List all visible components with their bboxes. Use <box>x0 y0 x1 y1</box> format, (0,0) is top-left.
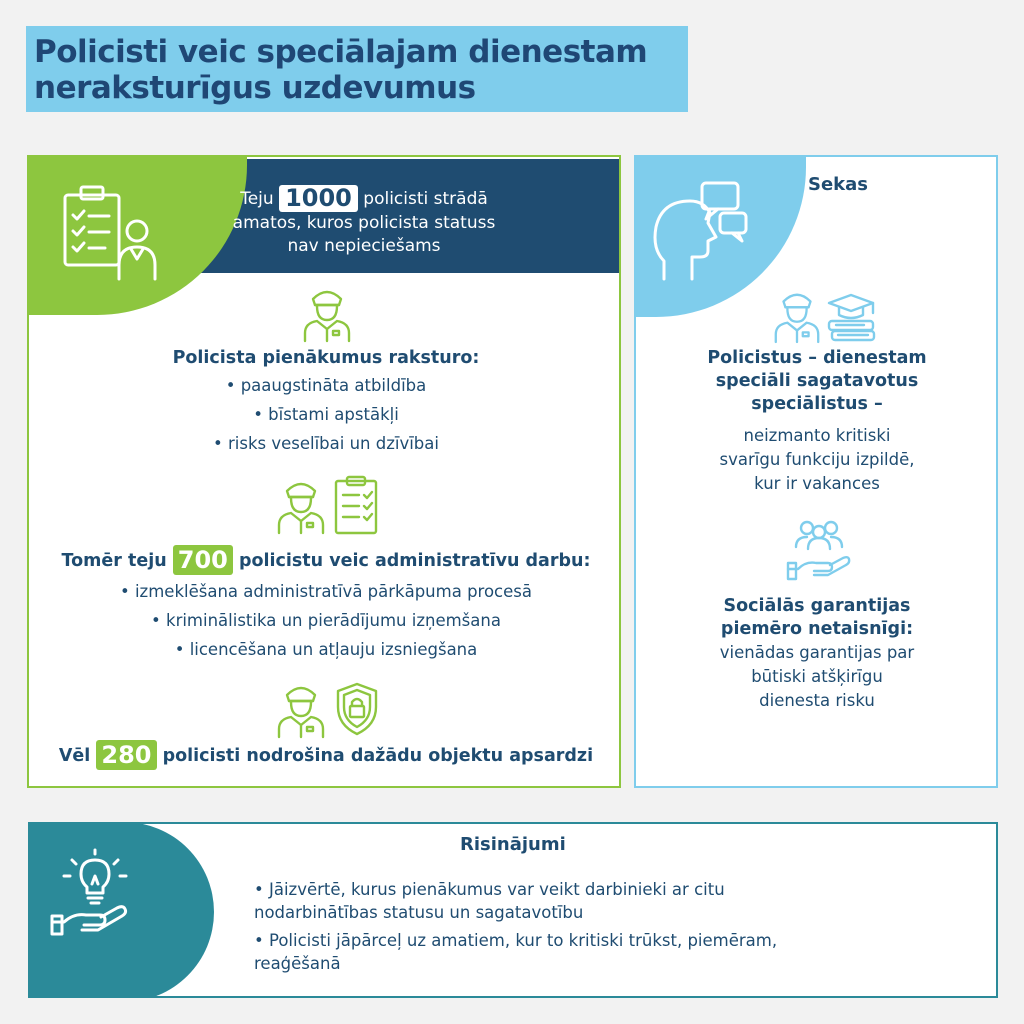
solution-item: • Policisti jāpārceļ uz amatiem, kur to kritiski trūkst, piemēram, reaģēšanā <box>254 931 778 973</box>
right-panel <box>634 155 998 788</box>
admin-pre: Tomēr teju <box>61 551 167 571</box>
consequence-1-text: kur ir vakances <box>754 474 880 493</box>
police-officer-icon <box>273 679 329 739</box>
badge-1000: 1000 <box>279 185 358 212</box>
consequence-2-text: vienādas garantijas par <box>719 643 915 662</box>
left-panel <box>27 155 621 788</box>
head-speech-icon <box>650 179 750 289</box>
page-title <box>26 26 688 112</box>
header-text <box>199 185 529 258</box>
shield-lock-icon <box>333 681 381 737</box>
admin-item: • licencēšana un atļauju izsniegšana <box>174 640 478 659</box>
solution-item: • Jāizvērtē, kurus pienākumus var veikt darbinieki ar citu nodarbinātības statusu un sagatavotību <box>254 880 725 922</box>
badge-280: 280 <box>96 740 156 770</box>
consequence-1-text: neizmanto kritiski <box>743 426 891 445</box>
admin-section <box>29 545 621 664</box>
bottom-title: Risinājumi <box>460 834 566 855</box>
consequence-2-text: dienesta risku <box>759 691 875 710</box>
consequence-2-bold: piemēro netaisnīgi: <box>720 619 914 639</box>
admin-post: policistu veic administratīvu darbu: <box>238 551 591 571</box>
guard-section <box>29 740 621 772</box>
right-title: Sekas <box>808 174 869 195</box>
duties-item: • paaugstināta atbildība <box>225 376 427 395</box>
checklist-person-icon <box>57 179 167 289</box>
guard-post: policisti nodrošina dažādu objektu apsardzi <box>162 746 594 766</box>
header-line-3: nav nepieciešams <box>287 236 441 256</box>
guard-heading <box>29 740 621 772</box>
header-pre: Teju <box>240 189 274 209</box>
duties-section <box>29 345 621 458</box>
lightbulb-hand-icon <box>50 848 140 938</box>
header-post: policisti strādā <box>363 189 488 209</box>
consequence-1-text: svarīgu funkciju izpildē, <box>719 450 915 469</box>
bottom-panel <box>28 822 998 998</box>
guard-pre: Vēl <box>58 746 91 766</box>
solutions-list <box>254 878 814 980</box>
duties-item: • risks veselībai un dzīvībai <box>213 434 439 453</box>
consequence-1-bold: speciāli sagatavotus <box>715 371 919 391</box>
graduation-books-icon <box>824 291 878 345</box>
admin-heading <box>29 545 621 577</box>
title-line-2: neraksturīgus uzdevumus <box>34 70 476 106</box>
consequence-1-bold: speciālistus – <box>751 394 883 414</box>
police-officer-icon <box>770 285 824 345</box>
badge-700: 700 <box>173 545 233 575</box>
police-officer-icon <box>299 283 355 343</box>
admin-item: • kriminālistika un pierādījumu izņemšana <box>151 611 501 630</box>
consequence-1 <box>636 347 998 496</box>
duties-item: • bīstami apstākļi <box>253 405 399 424</box>
consequence-2-bold: Sociālās garantijas <box>723 596 911 616</box>
admin-item: • izmeklēšana administratīvā pārkāpuma procesā <box>120 582 532 601</box>
title-line-1: Policisti veic speciālajam dienestam <box>34 34 648 70</box>
consequence-2 <box>636 595 998 713</box>
police-officer-icon <box>273 475 329 535</box>
duties-heading: Policista pienākumus raksturo: <box>172 348 480 368</box>
consequence-2-text: būtiski atšķirīgu <box>751 667 883 686</box>
people-hand-icon <box>786 519 852 581</box>
header-line-2: amatos, kuros policista statuss <box>232 213 496 233</box>
consequence-1-bold: Policistus – dienestam <box>707 348 927 368</box>
clipboard-checklist-icon <box>333 475 379 535</box>
